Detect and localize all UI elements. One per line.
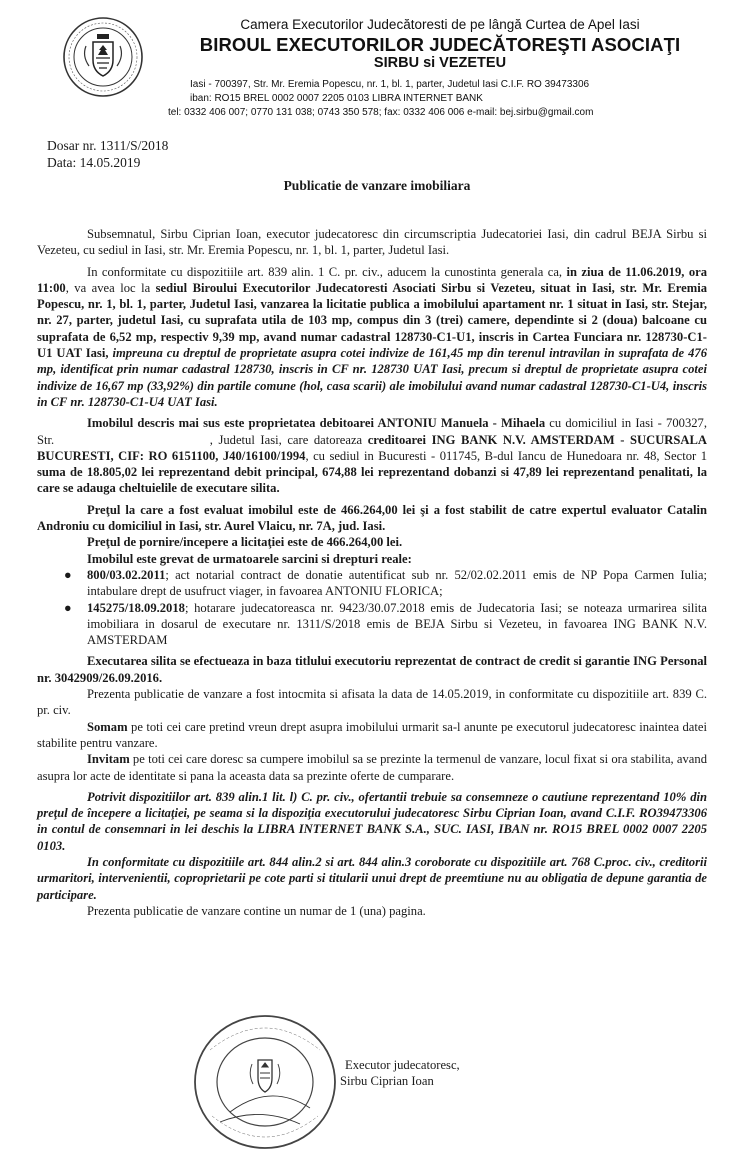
summons-paragraph: Somam pe toti cei care pretind vreun drept asupra imobilului urmarit sa-l anunte pe executorul judecatoresc inaintea datei stabilite pentru vanzare. bbox=[37, 719, 707, 750]
page-count-paragraph: Prezenta publicatie de vanzare contine un numar de 1 (una) pagina. bbox=[87, 903, 426, 918]
document-title: Publicatie de vanzare imobiliara bbox=[283, 178, 471, 193]
coat-of-arms-seal bbox=[62, 16, 144, 98]
enforcement-title-paragraph: Executarea silita se efectueaza in baza titlului executoriu reprezentat de contract de credit si garantie ING Personal nr. 3042909/26.09.2016. bbox=[37, 654, 707, 685]
starting-price-paragraph: Preţul de pornire/incepere a licitaţiei este de 466.264,00 lei. bbox=[87, 535, 403, 550]
exemption-paragraph: In conformitate cu dispozitiile art. 844 alin.2 si art. 844 alin.3 coroborate cu dispozitiile art. 768 C.proc. civ., creditorii urmaritori, intervenientii, coproprietarii pe cote parti si titularii unui drept de preemtiune nu au obligatia de depune garantia de participare. bbox=[37, 854, 707, 902]
deposit-paragraph: Potrivit dispozitiilor art. 839 alin.1 lit. l) C. pr. civ., ofertantii trebuie sa consemneze o cautiune reprezentand 10% din preţul de începere a licitaţiei, pe seama si la dispoziţia executorului judecatoresc Sirbu Ciprian Ioan, avand C.I.F. RO39473306 in contul de consemnari in lei deschis la LIBRA INTERNET BANK S.A., SUC. IASI, IBAN nr. RO15 BREL 0002 0007 2205 0103. bbox=[37, 789, 707, 853]
office-iban: iban: RO15 BREL 0002 0007 2205 0103 LIBRA INTERNET BANK bbox=[190, 93, 483, 104]
encumbrances-heading: Imobilul este grevat de urmatoarele sarcini si drepturi reale: bbox=[87, 551, 412, 566]
executor-stamp bbox=[190, 1012, 340, 1152]
auction-shares: impreuna cu dreptul de proprietate asupra cotei indivize de 161,45 mp din terenul intravilan in suprafata de 476 mp, identificat prin numar cadastral 128730, inscris in CF nr. 128730 UAT Iasi, precum si dreptul de proprietate asupra cotei indivize de 16,67 mp (33,92%) din partile comune (hol, casa scarii) ale imobilului avand numar cadastral 128730-C1-U4, inscris in CF nr. 128730-C1-U4 UAT Iasi. bbox=[37, 346, 707, 409]
debt-amount: suma de 18.805,02 lei reprezentand debit principal, 674,88 lei reprezentand dobanzi si 47,89 lei reprezentand penalitati, la care se adauga cheltuielile de executare silita. bbox=[37, 465, 707, 496]
encumbrance-item: ● 145275/18.09.2018; hotarare judecatoreasca nr. 9423/30.07.2018 emis de Judecatoria Iasi; se noteaza urmarirea silita imobiliara in dosarul de executare nr. 1311/S/2018 emis de BEJA Sirbu si Vezeteu, in favoarea ING BANK N.V. AMSTERDAM bbox=[64, 600, 707, 648]
invitation-paragraph: Invitam pe toti cei care doresc sa cumpere imobilul sa se prezinte la termenul de vanzare, locul fixat si ora stabilita, avand asupra lor acte de identitate si pana la aceasta data sa prezinte oferte de cumparare. bbox=[37, 752, 707, 783]
debtor-name: Imobilul descris mai sus este proprietatea debitoarei ANTONIU Manuela - Mihaela bbox=[87, 416, 546, 431]
document-date: Data: 14.05.2019 bbox=[47, 155, 141, 170]
office-partners: SIRBU si VEZETEU bbox=[373, 55, 507, 71]
bullet-icon: ● bbox=[64, 567, 72, 582]
document-body bbox=[37, 226, 707, 919]
valuation-paragraph: Preţul la care a fost evaluat imobilul este de 466.264,00 lei şi a fost stabilit de catre expertul evaluator Catalin Androniu cu domiciliul in Iasi, str. Aurel Vlaicu, nr. 7A, jud. Iasi. bbox=[37, 502, 707, 534]
creditor-name: creditoarei ING BANK N.V. AMSTERDAM - SUCURSALA BUCURESTI, CIF: RO 6151100, J40/16100/1994 bbox=[37, 432, 707, 463]
case-number: Dosar nr. 1311/S/2018 bbox=[47, 138, 169, 153]
office-contact: tel: 0332 406 007; 0770 131 038; 0743 350 578; fax: 0332 406 006 e-mail: bej.sirbu@gmail.com bbox=[168, 107, 594, 118]
encumbrance-item: ● 800/03.02.2011; act notarial contract de donatie autentificat sub nr. 52/02.02.2011 emis de NP Popa Carmen Iulia; intabulare drept de usufruct viager, in favoarea ANTONIU FLORICA; bbox=[64, 567, 707, 599]
office-name: BIROUL EXECUTORILOR JUDECĂTOREŞTI ASOCIAŢI bbox=[199, 34, 681, 55]
signature-name: Sirbu Ciprian Ioan bbox=[340, 1074, 434, 1088]
office-address: Iasi - 700397, Str. Mr. Eremia Popescu, nr. 1, bl. 1, parter, Judetul Iasi C.I.F. RO 39473306 bbox=[190, 79, 590, 90]
intro-paragraph: Subsemnatul, Sirbu Ciprian Ioan, executor judecatoresc din circumscriptia Judecatoriei Iasi, din cadrul BEJA Sirbu si Vezeteu, cu sediul in Iasi, str. Mr. Eremia Popescu, nr. 1, bl. 1, parter, Judetul Iasi. bbox=[37, 227, 707, 258]
auction-paragraph: In conformitate cu dispozitiile art. 839 alin. 1 C. pr. civ., aducem la cunostinta generala ca, in ziua de 11.06.2019, ora 11:00, va avea loc la sediul Biroului Executorilor Judecatoresti Asociati Sirbu si Vezeteu, situat in Iasi, str. Mr. Eremia Popescu, nr. 1, bl. 1, parter, Judetul Iasi, vanzarea la licitatie publica a imobilului apartament nr. 1 situat in Iasi, str. Stejar, nr. 27, parter, judetul Iasi, cu suprafata utila de 103 mp, compus din 3 (trei) camere, dependinte si 2 (doua) balcoane cu suprafata de 6,52 mp, respectiv 9,39 mp, avand numar cadastral 128730-C1-U1, inscris in Cartea Funciara nr. 128730-C1-U1 UAT Iasi, impreuna cu dreptul de proprietate asupra cotei indivize de 161,45 mp din terenul intravilan in suprafata de 476 mp, identificat prin numar cadastral 128730, inscris in CF nr. 128730 UAT Iasi, precum si dreptul de proprietate asupra cotei indivize de 16,67 mp (33,92%) din partile comune (hol, casa scarii) ale imobilului avand numar cadastral 128730-C1-U4, inscris in CF nr. 128730-C1-U4 UAT Iasi. bbox=[37, 264, 707, 409]
posting-paragraph: Prezenta publicatie de vanzare a fost intocmita si afisata la data de 14.05.2019, in conformitate cu dispozitiile art. 839 C. pr. civ. bbox=[37, 687, 707, 718]
auction-property: sediul Biroului Executorilor Judecatoresti Asociati Sirbu si Vezeteu, situat in Iasi, str. Mr. Eremia Popescu, nr. 1, bl. 1, parter, Judetul Iasi, vanzarea la licitatie publica a imobilului apartament nr. 1 situat in Iasi, str. Stejar, nr. 27, parter, judetul Iasi, cu suprafata utila de 103 mp, compus din 3 (trei) camere, dependinte si 2 (doua) balcoane cu suprafata de 6,52 mp, respectiv 9,39 mp, avand numar cadastral 128730-C1-U1, inscris in Cartea Funciara nr. 128730-C1-U1 UAT Iasi, bbox=[37, 280, 707, 361]
debtor-paragraph: Imobilul descris mai sus este proprietatea debitoarei ANTONIU Manuela - Mihaela cu domiciliul in Iasi - 700327, Str. , Judetul Iasi, care datoreaza creditoarei ING BANK N.V. AMSTERDAM - SUCURSALA BUCURESTI, CIF: RO 6151100, J40/16100/1994, cu sediul in Bucuresti - 011745, B-dul Iancu de Hunedoara nr. 48, Sector 1 suma de 18.805,02 lei reprezentand debit principal, 674,88 lei reprezentand dobanzi si 47,89 lei reprezentand penalitati, la care se adauga cheltuielile de executare silita. bbox=[37, 416, 707, 496]
chamber-name: Camera Executorilor Judecătoresti de pe lângă Curtea de Apel Iasi bbox=[240, 17, 640, 32]
signature-role: Executor judecatoresc, bbox=[345, 1058, 460, 1072]
auction-datetime: in ziua de 11.06.2019, ora 11:00 bbox=[37, 264, 707, 295]
bullet-icon: ● bbox=[64, 600, 72, 615]
